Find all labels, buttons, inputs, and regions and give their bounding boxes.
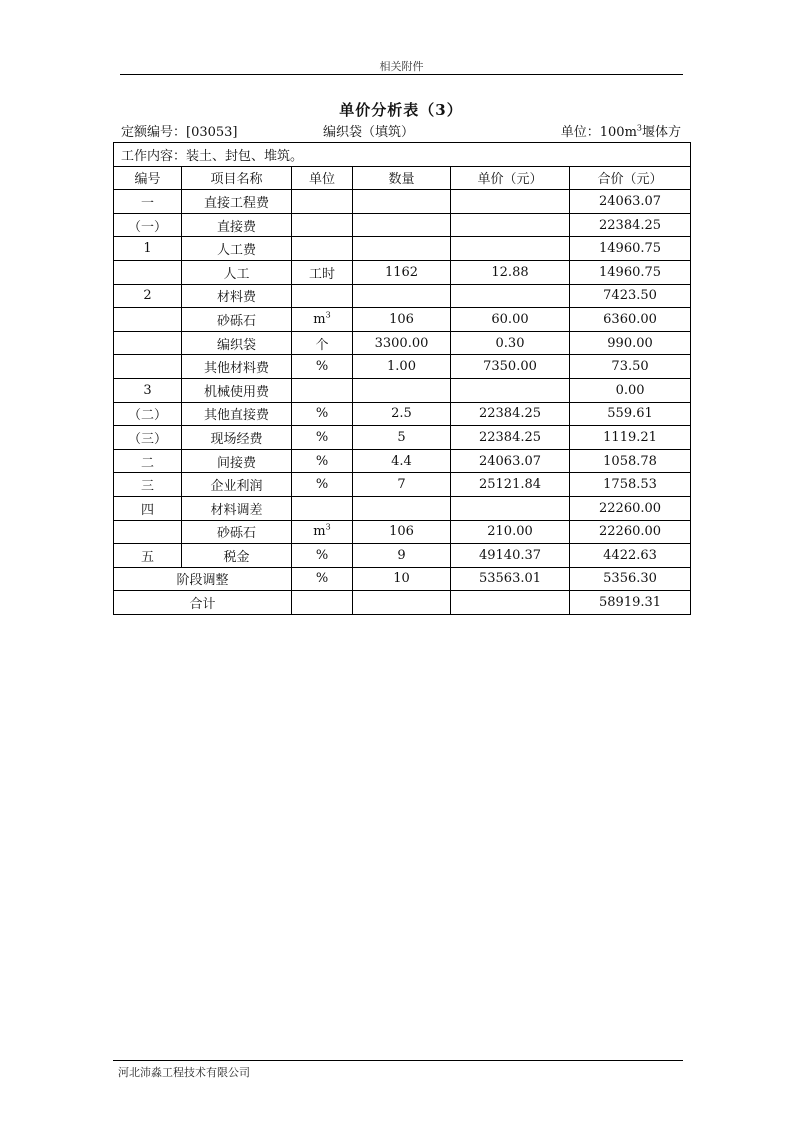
cell-name: 企业利润 [182, 473, 292, 497]
cell-unit [292, 284, 353, 308]
cell-unit: % [292, 426, 353, 450]
cell-price: 22384.25 [451, 426, 570, 450]
document-title: 单价分析表（3） [339, 101, 463, 119]
cell-qty: 2.5 [353, 402, 451, 426]
cell-price: 210.00 [451, 520, 570, 544]
cell-unit [292, 308, 353, 332]
cell-name: 机械使用费 [182, 378, 292, 402]
cell-total: 990.00 [570, 331, 691, 355]
cell-name: 间接费 [182, 449, 292, 473]
unit-base: m [313, 311, 326, 327]
cell-name: 材料费 [182, 284, 292, 308]
footer-rule [113, 1060, 683, 1061]
cell-qty: 106 [353, 308, 451, 332]
column-header: 合价（元） [570, 166, 691, 190]
cell-no [114, 520, 182, 544]
cell-name: 其他材料费 [182, 355, 292, 379]
cell-price [451, 496, 570, 520]
cell-qty: 5 [353, 426, 451, 450]
cell-total: 73.50 [570, 355, 691, 379]
cell-unit: 个 [292, 331, 353, 355]
header-rule [120, 74, 683, 75]
cell-name: 直接费 [182, 213, 292, 237]
column-header: 编号 [114, 166, 182, 190]
item-name: 编织袋（填筑） [323, 125, 415, 140]
cell-no: （一） [114, 213, 182, 237]
table-row [114, 213, 691, 237]
cell-qty [353, 284, 451, 308]
cell-price: 7350.00 [451, 355, 570, 379]
cell-name: 其他直接费 [182, 402, 292, 426]
cell-total: 1758.53 [570, 473, 691, 497]
cell-total: 559.61 [570, 402, 691, 426]
cell-price: 0.30 [451, 331, 570, 355]
cell-no: （三） [114, 426, 182, 450]
cell-qty: 106 [353, 520, 451, 544]
cell-no: 2 [114, 284, 182, 308]
cell-unit: % [292, 449, 353, 473]
cell-unit [292, 520, 353, 544]
cell-qty [353, 496, 451, 520]
cell-total: 22260.00 [570, 520, 691, 544]
cell-no: （二） [114, 402, 182, 426]
cell-price [451, 213, 570, 237]
column-header: 单位 [292, 166, 353, 190]
cell-no [114, 308, 182, 332]
table-row [114, 190, 691, 214]
cell-unit: % [292, 544, 353, 568]
cell-total: 6360.00 [570, 308, 691, 332]
cell-price [451, 284, 570, 308]
cell-price: 24063.07 [451, 449, 570, 473]
cell-unit: 工时 [292, 260, 353, 284]
company-name: 河北沛淼工程技术有限公司 [118, 1066, 250, 1079]
cell-name: 人工费 [182, 237, 292, 261]
cell-total: 14960.75 [570, 237, 691, 261]
table-row [114, 284, 691, 308]
unit-superscript: 3 [325, 522, 331, 532]
cell-qty [353, 591, 451, 615]
cell-price: 60.00 [451, 308, 570, 332]
cell-qty [353, 190, 451, 214]
cell-total: 5356.30 [570, 567, 691, 591]
unit-prefix: 单位：100m [560, 125, 637, 140]
cell-no: 二 [114, 449, 182, 473]
table-row [114, 520, 691, 544]
cell-qty [353, 213, 451, 237]
cell-unit [292, 591, 353, 615]
cell-qty [353, 237, 451, 261]
cell-name: 砂砾石 [182, 520, 292, 544]
cell-name: 税金 [182, 544, 292, 568]
cell-total: 24063.07 [570, 190, 691, 214]
table-row [114, 402, 691, 426]
summary-row [114, 591, 691, 615]
cell-no: 1 [114, 237, 182, 261]
cell-total: 1058.78 [570, 449, 691, 473]
cell-price: 49140.37 [451, 544, 570, 568]
cell-total: 7423.50 [570, 284, 691, 308]
unit-base: m [313, 524, 326, 540]
unit-suffix: 堰体方 [641, 125, 681, 140]
table-row [114, 496, 691, 520]
header-row [114, 166, 691, 190]
unit-price-table [113, 142, 691, 615]
table-row [114, 331, 691, 355]
cell-unit [292, 213, 353, 237]
meta-row [113, 121, 689, 141]
table-row [114, 473, 691, 497]
cell-no: 五 [114, 544, 182, 568]
cell-no [114, 331, 182, 355]
cell-no [114, 355, 182, 379]
cell-no: 四 [114, 496, 182, 520]
cell-no [114, 260, 182, 284]
unit-superscript: 3 [325, 310, 331, 320]
cell-qty: 1162 [353, 260, 451, 284]
cell-unit [292, 190, 353, 214]
cell-total: 58919.31 [570, 591, 691, 615]
cell-total: 22260.00 [570, 496, 691, 520]
quota-code: 定额编号：[03053] [121, 125, 238, 140]
cell-price [451, 378, 570, 402]
cell-unit [292, 237, 353, 261]
unit-superscript: 3 [636, 123, 642, 133]
work-content-row [114, 143, 691, 167]
cell-unit: % [292, 567, 353, 591]
cell-total: 1119.21 [570, 426, 691, 450]
table-row [114, 449, 691, 473]
cell-qty [353, 378, 451, 402]
column-header: 单价（元） [451, 166, 570, 190]
cell-qty: 3300.00 [353, 331, 451, 355]
cell-unit: % [292, 473, 353, 497]
cell-unit [292, 496, 353, 520]
cell-name: 材料调差 [182, 496, 292, 520]
cell-price: 22384.25 [451, 402, 570, 426]
cell-total: 0.00 [570, 378, 691, 402]
cell-no: 三 [114, 473, 182, 497]
cell-qty: 1.00 [353, 355, 451, 379]
cell-qty: 9 [353, 544, 451, 568]
work-content: 工作内容：装土、封包、堆筑。 [114, 143, 691, 167]
summary-label: 合计 [114, 591, 292, 615]
cell-price [451, 591, 570, 615]
cell-price [451, 190, 570, 214]
cell-qty: 4.4 [353, 449, 451, 473]
cell-total: 4422.63 [570, 544, 691, 568]
summary-label: 阶段调整 [114, 567, 292, 591]
cell-qty: 10 [353, 567, 451, 591]
column-header: 项目名称 [182, 166, 292, 190]
cell-total: 14960.75 [570, 260, 691, 284]
cell-no: 一 [114, 190, 182, 214]
table-row [114, 355, 691, 379]
summary-row [114, 567, 691, 591]
cell-name: 砂砾石 [182, 308, 292, 332]
cell-total: 22384.25 [570, 213, 691, 237]
unit-label [561, 121, 681, 140]
cell-price [451, 237, 570, 261]
table-row [114, 260, 691, 284]
page-header: 相关附件 [379, 60, 424, 73]
table-row [114, 237, 691, 261]
table-row [114, 308, 691, 332]
cell-unit: % [292, 402, 353, 426]
cell-unit: % [292, 355, 353, 379]
cell-qty: 7 [353, 473, 451, 497]
cell-name: 直接工程费 [182, 190, 292, 214]
table-row [114, 426, 691, 450]
cell-no: 3 [114, 378, 182, 402]
cell-unit [292, 378, 353, 402]
column-header: 数量 [353, 166, 451, 190]
cell-name: 编织袋 [182, 331, 292, 355]
table-row [114, 378, 691, 402]
cell-price: 25121.84 [451, 473, 570, 497]
cell-name: 现场经费 [182, 426, 292, 450]
cell-price: 12.88 [451, 260, 570, 284]
table-row [114, 544, 691, 568]
cell-name: 人工 [182, 260, 292, 284]
cell-price: 53563.01 [451, 567, 570, 591]
